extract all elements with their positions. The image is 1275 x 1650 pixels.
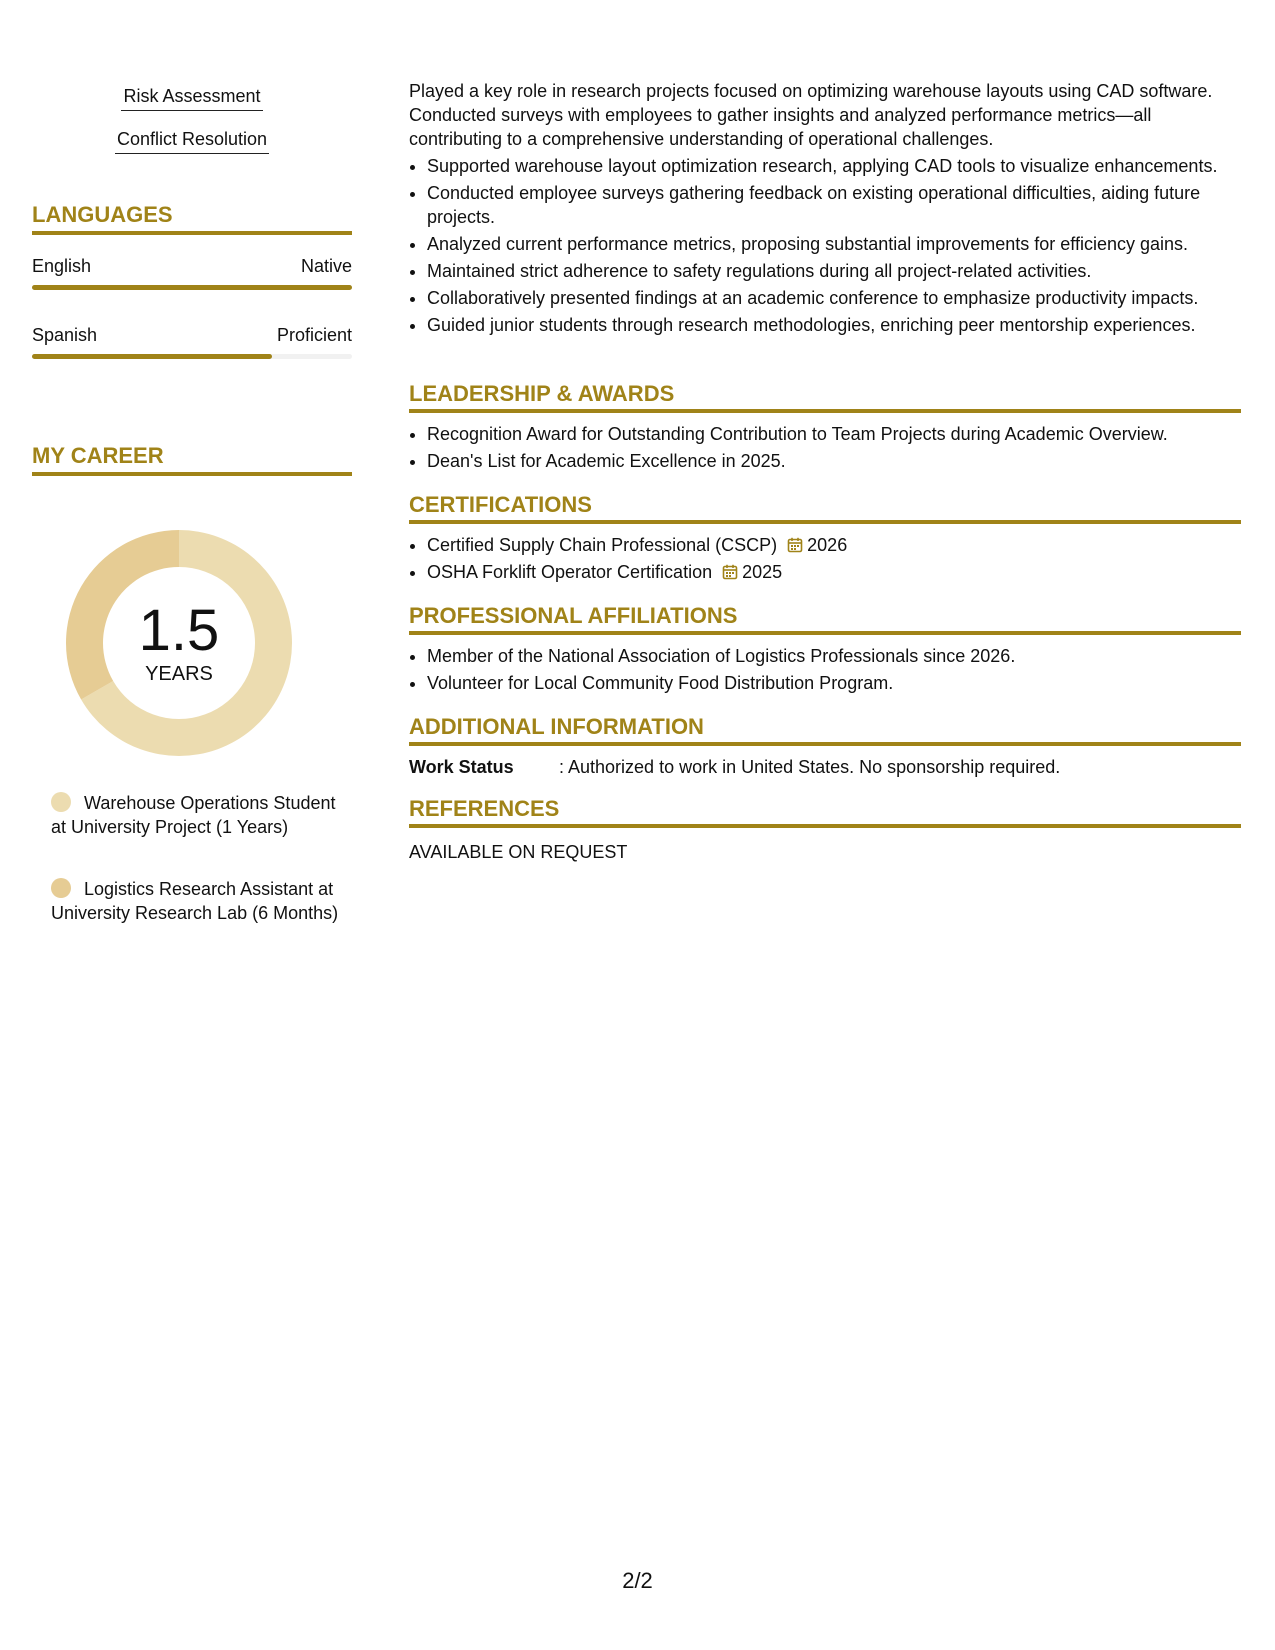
experience-bullet: • Maintained strict adherence to safety regulations during all project-related activities.	[427, 259, 1259, 283]
certification-name: Certified Supply Chain Professional (CSCP)	[427, 535, 778, 555]
skill-tag: Risk Assessment	[32, 85, 352, 111]
experience-bullet: • Collaboratively presented findings at an academic conference to emphasize productivity impacts.	[427, 286, 1259, 310]
experience-bullet: • Conducted employee surveys gathering feedback on existing operational difficulties, aiding future projects.	[427, 181, 1259, 229]
additional-info-heading: ADDITIONAL INFORMATION	[409, 714, 1241, 746]
page-number: 2/2	[622, 1568, 653, 1593]
leadership-list	[409, 422, 1259, 476]
legend-label: Logistics Research Assistant at University Research Lab (6 Months)	[51, 879, 339, 923]
certification-item	[427, 533, 1259, 557]
affiliation-item: • Volunteer for Local Community Food Distribution Program.	[427, 671, 1259, 695]
language-row	[32, 255, 352, 277]
skill-tag: Conflict Resolution	[32, 128, 352, 154]
career-legend-item	[51, 791, 341, 839]
calendar-icon	[722, 564, 738, 580]
experience-summary: Played a key role in research projects focused on optimizing warehouse layouts using CAD software. Conducted surveys with employees to gather insights and analyzed performance metrics—all contributing to a comprehensive understanding of operational challenges.	[409, 81, 1213, 149]
leadership-item: • Recognition Award for Outstanding Contribution to Team Projects during Academic Overview.	[427, 422, 1259, 446]
certification-year: 2026	[807, 535, 848, 555]
legend-label: Warehouse Operations Student at University Project (1 Years)	[51, 793, 336, 837]
language-level: Proficient	[276, 325, 352, 345]
leadership-heading: LEADERSHIP & AWARDS	[409, 381, 1241, 413]
language-bar	[32, 285, 352, 290]
certification-item	[427, 560, 1259, 584]
career-total-unit: YEARS	[145, 663, 213, 685]
certifications-list	[409, 533, 1259, 587]
certification-name: OSHA Forklift Operator Certification	[427, 562, 713, 582]
work-status-row	[409, 755, 1241, 779]
language-name: Spanish	[32, 325, 98, 345]
language-bar-fill	[32, 285, 352, 290]
certifications-heading: CERTIFICATIONS	[409, 492, 1241, 524]
references-heading: REFERENCES	[409, 796, 1241, 828]
references-value: AVAILABLE ON REQUEST	[409, 842, 628, 862]
career-donut-chart	[66, 530, 292, 756]
career-total-years: 1.5	[138, 598, 220, 663]
affiliation-item: • Member of the National Association of Logistics Professionals since 2026.	[427, 644, 1259, 668]
experience-bullet: • Supported warehouse layout optimization research, applying CAD tools to visualize enhancements.	[427, 154, 1259, 178]
language-name: English	[32, 256, 92, 276]
work-status-value: : Authorized to work in United States. No sponsorship required.	[559, 757, 1061, 777]
language-bar	[32, 354, 352, 359]
language-level: Native	[300, 256, 352, 276]
language-row	[32, 324, 352, 346]
language-bar-fill	[32, 354, 272, 359]
work-status-label: Work Status	[409, 757, 514, 777]
experience-bullet: • Guided junior students through research methodologies, enriching peer mentorship experiences.	[427, 313, 1259, 337]
certification-year: 2025	[742, 562, 783, 582]
career-legend-item	[51, 877, 341, 925]
career-heading: MY CAREER	[32, 443, 352, 476]
calendar-icon	[787, 537, 803, 553]
legend-dot	[51, 792, 71, 812]
affiliations-heading: PROFESSIONAL AFFILIATIONS	[409, 603, 1241, 635]
languages-heading: LANGUAGES	[32, 202, 352, 235]
experience-bullets	[409, 154, 1259, 340]
affiliations-list	[409, 644, 1259, 698]
leadership-item: • Dean's List for Academic Excellence in 2025.	[427, 449, 1259, 473]
legend-dot	[51, 878, 71, 898]
experience-bullet: • Analyzed current performance metrics, proposing substantial improvements for efficiency gains.	[427, 232, 1259, 256]
